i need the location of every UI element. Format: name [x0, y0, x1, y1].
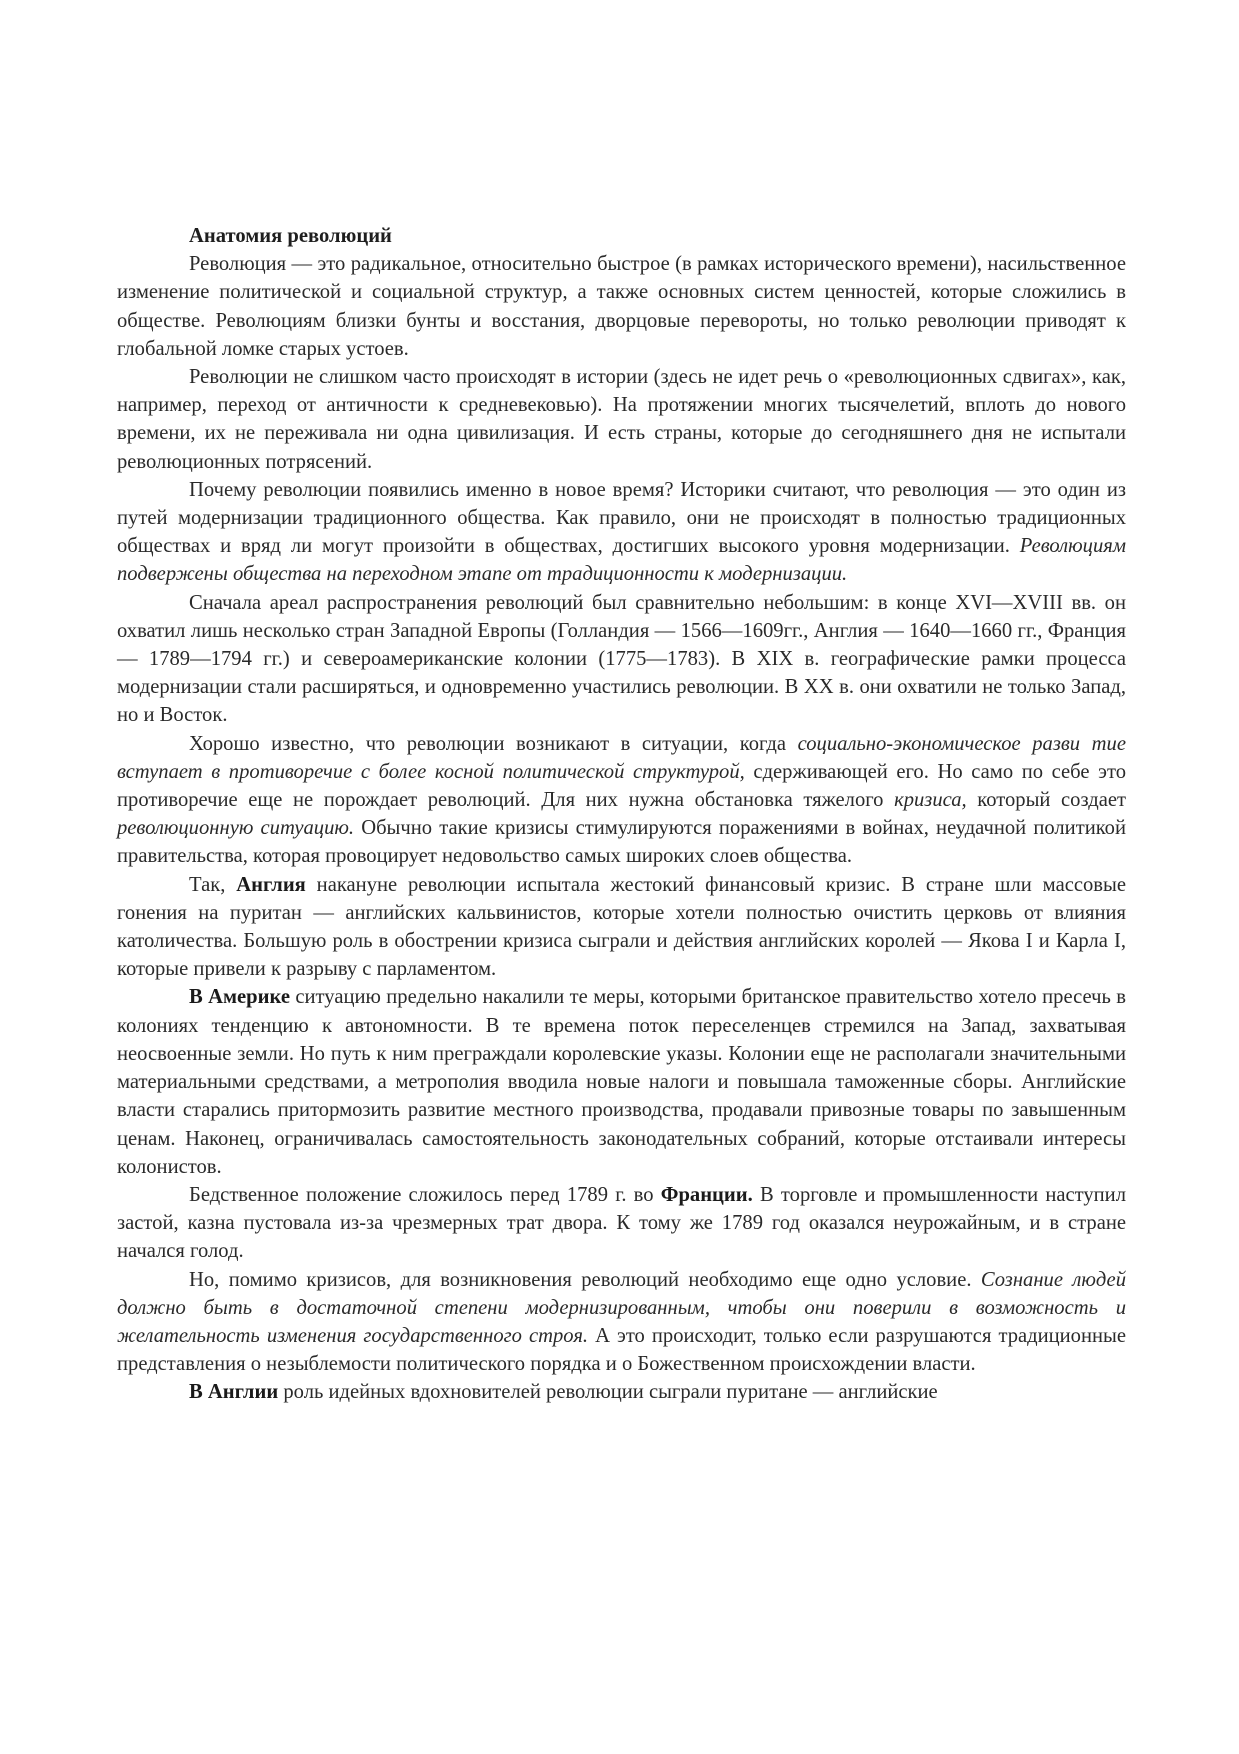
text-run: А это происходит, только если разрушаются традиционные представления о незыблемости политического порядка и о Божественном происхождении власти.: [117, 1324, 1126, 1376]
text-run: Революция — это радикальное, относительно быстрое (в рамках исторического времени), насильственное изменение политической и социальной структур, а также основных систем ценностей, которые сложились в обществе. Революциям близки бунты и восстания, дворцовые перевороты, но только революции приводят к глобальной ломке старых устоев.: [117, 253, 1126, 360]
paragraph: [117, 1266, 1126, 1379]
italic-text: Революциям подвержены общества на переходном этапе от традиционности к модернизации.: [117, 535, 1126, 586]
text-run: ситуацию предельно накалили те меры, которыми британское правительство хотело пресечь в колониях тенденцию к автономности. В те времена поток переселенцев стремился на Запад, захватывая неосвоенные земли. Но путь к ним преграждали королевские указы. Колонии еще не располагали значительными материальными средствами, а метрополия вводила новые налоги и повышала таможенные сборы. Английские власти старались притормозить развитие местного производства, продавали привозные товары по завышенным ценам. Наконец, ограничивалась самостоятельность законодательных собраний, которые отстаивали интересы колонистов.: [117, 986, 1126, 1178]
text-run: который создает: [966, 789, 1126, 812]
italic-text: Сознание людей должно быть в достаточной степени модернизированным, чтобы они поверили в возможность и желательность изменения государственного строя.: [117, 1268, 1126, 1347]
paragraph: [117, 1378, 1126, 1406]
bold-text: Франции.: [660, 1183, 753, 1206]
document-title: Анатомия революций: [189, 225, 392, 247]
text-run: В торговле и промышленности наступил застой, казна пустовала из-за чрезмерных трат двора. К тому же 1789 год оказался неурожайным, и в стране начался голод.: [117, 1183, 1126, 1263]
text-run: Хорошо известно, что революции возникают в ситуации, когда: [189, 732, 798, 755]
bold-text: В Англии: [189, 1381, 279, 1404]
text-run: Так,: [189, 873, 237, 896]
text-run: Обычно такие кризисы стимулируются поражениями в войнах, неудачной политикой правительства, которая провоцирует недовольство самых широких слоев общества.: [117, 817, 1126, 868]
paragraph: [117, 250, 1126, 363]
paragraph: [117, 363, 1126, 476]
italic-text: революционную ситуацию.: [117, 817, 355, 840]
text-run: сдерживающей его. Но само по себе это противоречие еще не порождает революций. Для них нужна обстановка тяжелого: [117, 760, 1127, 812]
text-run: Почему революции появились именно в новое время? Историки считают, что революция — это один из путей модернизации традиционного общества. Как правило, они не происходят в полностью традиционных обществах и вряд ли могут произойти в обществах, достигших высокого уровня модернизации.: [117, 478, 1126, 558]
bold-text: В Америке: [189, 986, 290, 1009]
text-run: Бедственное положение сложилось перед 1789 г. во: [189, 1183, 661, 1206]
document-body: [117, 250, 1126, 1406]
document-page: [117, 222, 1126, 1407]
text-run: накануне революции испытала жестокий финансовый кризис. В стране шли массовые гонения на пуритан — английских кальвинистов, которые хотели полностью очистить церковь от влияния католичества. Большую роль в обострении кризиса сыграли и действия английских королей — Якова I и Карла I, которые привели к разрыву с парламентом.: [117, 873, 1126, 981]
bold-text: Англия: [236, 873, 306, 896]
italic-text: социально-экономическое разви тие вступает в противоречие с более косной политической структурой,: [117, 732, 1126, 783]
paragraph: [117, 589, 1126, 730]
paragraph: [117, 476, 1126, 589]
text-run: Сначала ареал распространения революций был сравнительно небольшим: в конце XVI—XVIII вв. он охватил лишь несколько стран Западной Европы (Голландия — 1566—1609гг., Англия — 1640—1660 гг., Франция — 1789—1794 гг.) и североамериканские колонии (1775—1783). В XIX в. географические рамки процесса модернизации стали расширяться, и одновременно участились революции. В XX в. они охватили не только Запад, но и Восток.: [117, 591, 1126, 727]
text-run: Но, помимо кризисов, для возникновения революций необходимо еще одно условие.: [189, 1268, 981, 1291]
text-run: Революции не слишком часто происходят в истории (здесь не идет речь о «революционных сдвигах», как, например, переход от античности к средневековью). На протяжении многих тысячелетий, вплоть до нового времени, их не переживала ни одна цивилизация. И есть страны, которые до сегодняшнего дня не испытали революционных потрясений.: [117, 366, 1126, 473]
italic-text: кризиса,: [894, 789, 967, 812]
paragraph: [117, 730, 1126, 871]
paragraph: [117, 983, 1126, 1180]
paragraph: [117, 871, 1126, 984]
paragraph: [117, 1181, 1126, 1266]
text-run: роль идейных вдохновителей революции сыграли пуритане — английские: [278, 1381, 938, 1404]
